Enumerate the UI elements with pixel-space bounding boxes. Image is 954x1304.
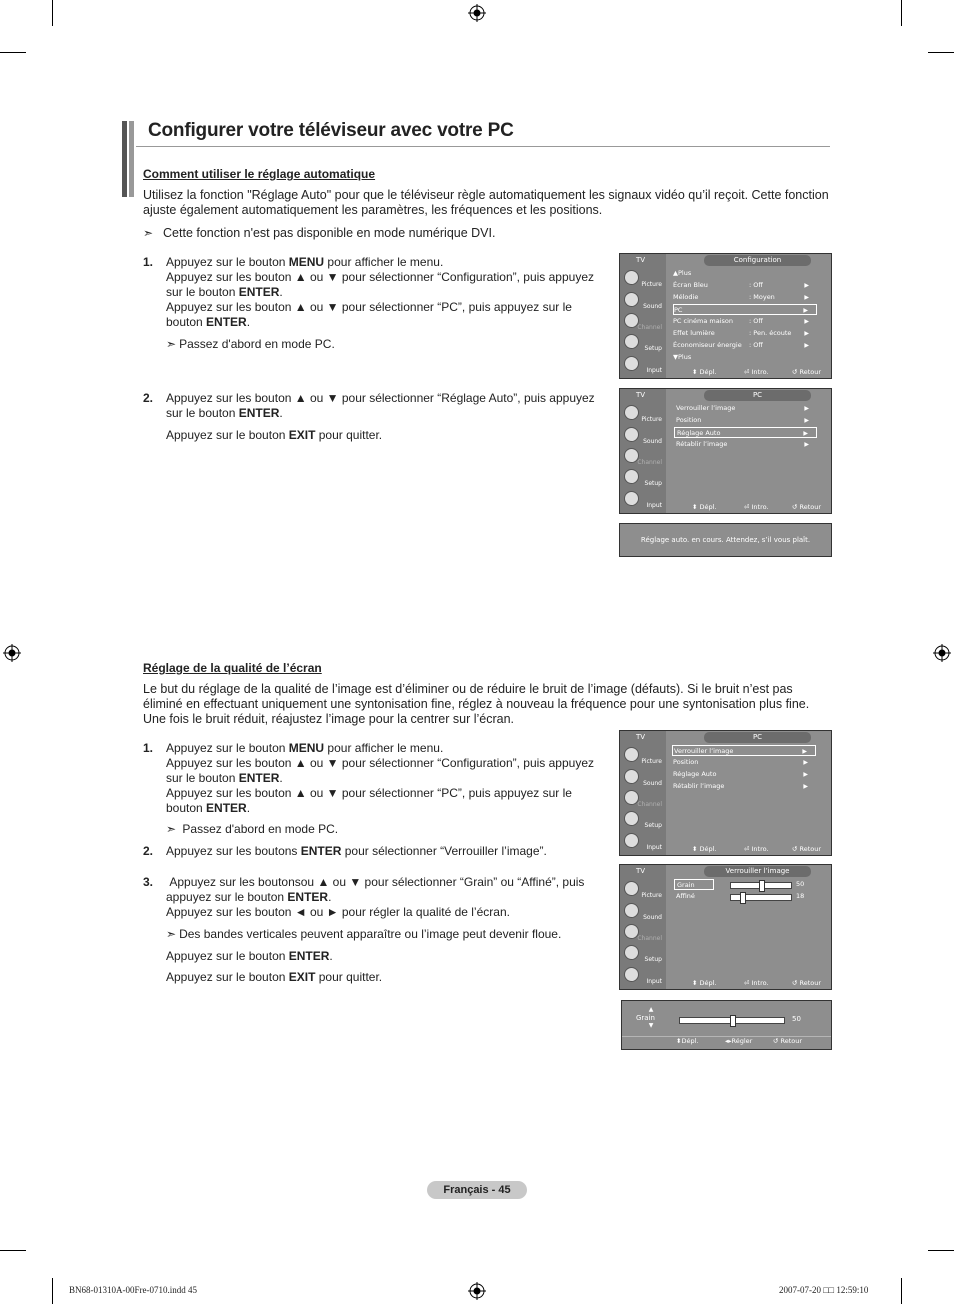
section2-heading: Réglage de la qualité de l’écran: [143, 661, 322, 675]
foot-move: ⬍ Dépl.: [692, 368, 717, 376]
step-number: 1.: [143, 255, 154, 269]
note-arrow-icon: ➣: [166, 822, 177, 836]
side-item-channel[interactable]: Channel: [622, 789, 664, 809]
grain-value: 50: [796, 880, 805, 888]
input-icon: [624, 491, 639, 506]
page-title: Configurer votre téléviseur avec votre PC: [148, 120, 514, 141]
note-arrow-icon: ➣: [143, 226, 154, 240]
osd-header: Configuration: [704, 255, 811, 266]
note-arrow-icon: ➣: [166, 927, 177, 941]
note-arrow-icon: ➣: [166, 337, 177, 351]
section2-step1: Appuyez sur le bouton MENU pour afficher le menu. Appuyez sur les bouton ▲ ou ▼ pour sélectionner “Configuration”, puis appuyez sur le bouton ENTER. Appuyez sur les bouton ▲ ou ▼ pour sélectionner “PC”, puis appuyez sur le bouton ENTER. ➣ Passez d'abord en mode PC.: [166, 741, 594, 836]
osd-header: PC: [704, 390, 811, 401]
foot-return: ↺ Retour: [792, 503, 822, 511]
input-icon: [624, 356, 639, 371]
foot-return: ↺ Retour: [792, 368, 822, 376]
registration-mark-icon: [468, 4, 486, 22]
footer-file: BN68-01310A-00Fre-0710.indd 45: [69, 1285, 197, 1295]
menu-row-selected[interactable]: Verrouiller l’image ▶: [672, 745, 816, 756]
grain-slider-large[interactable]: [679, 1017, 785, 1024]
picture-icon: [624, 881, 639, 896]
slider-knob: [730, 1015, 736, 1027]
crop-mark: [901, 0, 902, 26]
menu-row[interactable]: Rétablir l’image ▶: [676, 440, 809, 448]
auto-adjust-message: Réglage auto. en cours. Attendez, s’il vous plaît.: [619, 523, 832, 557]
sound-icon: [624, 769, 639, 784]
osd-header: PC: [704, 732, 811, 743]
section1-step1: Appuyez sur le bouton MENU pour afficher le menu. Appuyez sur les bouton ▲ ou ▼ pour sélectionner “Configuration”, puis appuyez sur le bouton ENTER. Appuyez sur les bouton ▲ ou ▼ pour sélectionner “PC”, puis appuyez sur le bouton ENTER. ➣ Passez d'abord en mode PC.: [166, 255, 594, 351]
menu-row[interactable]: PC cinéma maison : Off ▶: [673, 317, 809, 325]
input-icon: [624, 967, 639, 982]
side-item-input[interactable]: Input: [622, 966, 664, 986]
section2-step2: Appuyez sur les boutons ENTER pour sélectionner “Verrouiller l’image”.: [166, 844, 547, 858]
title-accent: [122, 121, 127, 197]
side-item-setup[interactable]: Setup: [622, 944, 664, 964]
crop-mark: [0, 1250, 26, 1251]
osd-grain-adjust: [621, 1000, 832, 1050]
menu-row[interactable]: Effet lumière : Pen. écoute ▶: [673, 329, 809, 337]
menu-row[interactable]: Rétablir l’image ▶: [673, 782, 808, 790]
osd-pc-menu-image-lock: [619, 730, 832, 856]
registration-mark-icon: [468, 1282, 486, 1300]
menu-row[interactable]: Verrouiller l’image ▶: [676, 404, 809, 412]
registration-mark-icon: [3, 644, 21, 662]
sound-icon: [624, 903, 639, 918]
down-arrow-icon[interactable]: ▼: [648, 1022, 654, 1029]
title-accent: [129, 121, 134, 197]
side-item-channel[interactable]: Channel: [622, 447, 664, 467]
up-arrow-icon[interactable]: ▲: [648, 1006, 654, 1013]
page-number: Français - 45: [427, 1181, 527, 1199]
crop-mark: [928, 52, 954, 53]
setup-icon: [624, 945, 639, 960]
menu-row[interactable]: Affiné: [676, 892, 695, 900]
menu-row[interactable]: Mélodie : Moyen ▶: [673, 293, 809, 301]
menu-row[interactable]: Écran Bleu : Off ▶: [673, 281, 809, 289]
side-item-setup[interactable]: Setup: [622, 333, 664, 353]
section1-heading: Comment utiliser le réglage automatique: [143, 167, 376, 181]
side-item-picture[interactable]: Picture: [622, 880, 664, 900]
fine-value: 18: [796, 892, 805, 900]
menu-row[interactable]: ▲Plus: [673, 269, 692, 277]
osd-header: Verrouiller l’image: [704, 866, 811, 877]
slider-knob: [759, 880, 765, 892]
side-item-sound[interactable]: Sound: [622, 768, 664, 788]
foot-return: ↺ Retour: [792, 979, 822, 987]
side-item-setup[interactable]: Setup: [622, 810, 664, 830]
section2-step3: Appuyez sur les boutonsou ▲ ou ▼ pour sélectionner “Grain” ou “Affiné”, puis appuyez sur le bouton ENTER. Appuyez sur les bouton ◄ ou ► pour régler la qualité de l’écran. ➣ Des bandes verticales peuvent apparaître ou l’image peut devenir floue. Appuyez sur le bouton ENTER. Appuyez sur le bouton EXIT pour quitter.: [166, 875, 585, 984]
osd-tv-label: TV: [636, 733, 646, 741]
osd-tv-label: TV: [636, 867, 646, 875]
step-number: 1.: [143, 741, 154, 755]
crop-mark: [0, 52, 26, 53]
menu-row[interactable]: ▼Plus: [673, 353, 692, 361]
osd-tv-label: TV: [636, 256, 646, 264]
menu-row[interactable]: Position ▶: [676, 416, 809, 424]
foot-enter: ⏎ Intro.: [744, 845, 769, 853]
side-item-sound[interactable]: Sound: [622, 426, 664, 446]
crop-mark: [928, 1250, 954, 1251]
picture-icon: [624, 270, 639, 285]
crop-mark: [901, 1278, 902, 1304]
step-number: 2.: [143, 844, 154, 858]
foot-enter: ⏎ Intro.: [744, 979, 769, 987]
foot-return: ↺ Retour: [773, 1037, 803, 1045]
side-item-setup[interactable]: Setup: [622, 468, 664, 488]
menu-row-selected[interactable]: Réglage Auto ▶: [674, 427, 817, 438]
foot-enter: ⏎ Intro.: [744, 503, 769, 511]
grain-label: Grain: [636, 1014, 655, 1022]
foot-move: ⬍ Dépl.: [692, 979, 717, 987]
title-rule: [136, 146, 830, 147]
section1-note: ➣ Cette fonction n'est pas disponible en mode numérique DVI.: [143, 226, 496, 240]
side-item-input[interactable]: Input: [622, 490, 664, 510]
section2-intro: Le but du réglage de la qualité de l’image est d’éliminer ou de réduire le bruit de l’image (défauts). Si le bruit n’est pas éliminé en effectuant uniquement une syntonisation fine, réglez à nouveau la fréquence pour une syntonisation plus fine. Une fois le bruit réduit, réajustez l’image pour la centrer sur l’écran.: [143, 682, 810, 726]
picture-icon: [624, 405, 639, 420]
foot-move: ⬍Dépl.: [676, 1037, 699, 1045]
setup-icon: [624, 811, 639, 826]
osd-pc-menu: [619, 388, 832, 514]
menu-row-selected[interactable]: PC ▶: [673, 304, 817, 315]
section1-intro: Utilisez la fonction "Réglage Auto" pour que le téléviseur règle automatiquement les signaux vidéo qu’il reçoit. Cette fonction ajuste également automatiquement les paramètres, les fréquences et les positions.: [143, 188, 829, 217]
foot-adjust: ◂▸Régler: [725, 1037, 753, 1045]
osd-tv-label: TV: [636, 391, 646, 399]
side-item-input[interactable]: Input: [622, 832, 664, 852]
step-number: 2.: [143, 391, 154, 405]
picture-icon: [624, 747, 639, 762]
menu-row[interactable]: Position ▶: [673, 758, 808, 766]
sound-icon: [624, 292, 639, 307]
sound-icon: [624, 427, 639, 442]
osd-configuration-menu: [619, 253, 832, 379]
foot-move: ⬍ Dépl.: [692, 503, 717, 511]
step-number: 3.: [143, 875, 154, 889]
setup-icon: [624, 469, 639, 484]
registration-mark-icon: [933, 644, 951, 662]
menu-row[interactable]: Réglage Auto ▶: [673, 770, 808, 778]
side-item-picture[interactable]: Picture: [622, 746, 664, 766]
foot-move: ⬍ Dépl.: [692, 845, 717, 853]
side-item-channel[interactable]: Channel: [622, 923, 664, 943]
setup-icon: [624, 334, 639, 349]
grain-value: 50: [792, 1015, 801, 1023]
fine-slider[interactable]: [730, 894, 792, 901]
slider-knob: [740, 892, 746, 904]
foot-enter: ⏎ Intro.: [744, 368, 769, 376]
menu-row[interactable]: Économiseur énergie : Off ▶: [673, 341, 809, 349]
side-item-channel[interactable]: Channel: [622, 312, 664, 332]
osd-image-lock-menu: [619, 864, 832, 990]
side-item-input[interactable]: Input: [622, 355, 664, 375]
crop-mark: [52, 0, 53, 26]
crop-mark: [52, 1278, 53, 1304]
side-item-picture[interactable]: Picture: [622, 404, 664, 424]
footer-date: 2007-07-20 □□ 12:59:10: [779, 1285, 869, 1295]
grain-slider[interactable]: [730, 882, 792, 889]
side-item-sound[interactable]: Sound: [622, 291, 664, 311]
input-icon: [624, 833, 639, 848]
side-item-picture[interactable]: Picture: [622, 269, 664, 289]
menu-row-selected[interactable]: Grain: [674, 879, 714, 890]
foot-return: ↺ Retour: [792, 845, 822, 853]
side-item-sound[interactable]: Sound: [622, 902, 664, 922]
section1-step2: Appuyez sur les bouton ▲ ou ▼ pour sélectionner “Réglage Auto”, puis appuyez sur le bouton ENTER. Appuyez sur le bouton EXIT pour quitter.: [166, 391, 595, 442]
